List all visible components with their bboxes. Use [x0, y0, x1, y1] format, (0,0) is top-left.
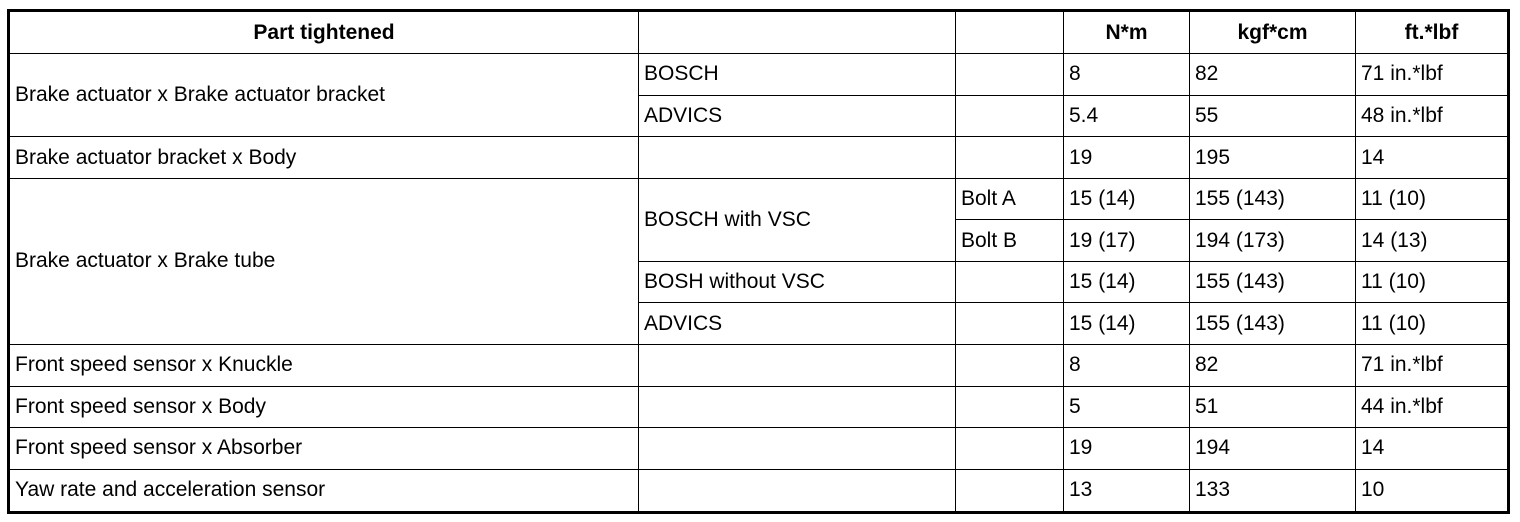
header-ftlbf: ft.*lbf — [1356, 11, 1509, 54]
variant-cell — [639, 137, 956, 179]
kgfcm-cell: 195 — [1190, 137, 1356, 179]
table-row — [9, 54, 1509, 96]
bolt-cell — [956, 469, 1064, 512]
bolt-cell — [956, 303, 1064, 345]
ftlbf-cell: 10 — [1356, 469, 1509, 512]
nm-cell: 5 — [1064, 386, 1190, 428]
nm-cell: 15 (14) — [1064, 303, 1190, 345]
variant-cell — [639, 428, 956, 470]
bolt-cell — [956, 54, 1064, 96]
kgfcm-cell: 155 (143) — [1190, 303, 1356, 345]
variant-cell: ADVICS — [639, 95, 956, 137]
part-cell: Front speed sensor x Absorber — [9, 428, 639, 470]
header-blank — [639, 11, 956, 54]
bolt-cell: Bolt B — [956, 220, 1064, 262]
table-row — [9, 345, 1509, 387]
kgfcm-cell: 155 (143) — [1190, 178, 1356, 220]
part-cell: Brake actuator x Brake actuator bracket — [9, 54, 639, 137]
ftlbf-cell: 14 (13) — [1356, 220, 1509, 262]
table-row — [9, 428, 1509, 470]
kgfcm-cell: 82 — [1190, 345, 1356, 387]
variant-cell: BOSCH with VSC — [639, 178, 956, 261]
ftlbf-cell: 11 (10) — [1356, 178, 1509, 220]
nm-cell: 19 — [1064, 137, 1190, 179]
variant-cell: ADVICS — [639, 303, 956, 345]
nm-cell: 19 — [1064, 428, 1190, 470]
header-kgfcm: kgf*cm — [1190, 11, 1356, 54]
variant-cell — [639, 469, 956, 512]
ftlbf-cell: 71 in.*lbf — [1356, 54, 1509, 96]
bolt-cell — [956, 261, 1064, 303]
kgfcm-cell: 194 — [1190, 428, 1356, 470]
nm-cell: 13 — [1064, 469, 1190, 512]
kgfcm-cell: 133 — [1190, 469, 1356, 512]
ftlbf-cell: 11 (10) — [1356, 303, 1509, 345]
header-row — [9, 11, 1509, 54]
ftlbf-cell: 14 — [1356, 137, 1509, 179]
table-row — [9, 178, 1509, 220]
nm-cell: 8 — [1064, 54, 1190, 96]
table-row — [9, 137, 1509, 179]
part-cell: Yaw rate and acceleration sensor — [9, 469, 639, 512]
ftlbf-cell: 48 in.*lbf — [1356, 95, 1509, 137]
kgfcm-cell: 194 (173) — [1190, 220, 1356, 262]
header-part-tightened: Part tightened — [9, 11, 639, 54]
nm-cell: 8 — [1064, 345, 1190, 387]
bolt-cell: Bolt A — [956, 178, 1064, 220]
bolt-cell — [956, 345, 1064, 387]
kgfcm-cell: 82 — [1190, 54, 1356, 96]
variant-cell: BOSH without VSC — [639, 261, 956, 303]
torque-spec-table — [7, 9, 1510, 514]
table-row — [9, 386, 1509, 428]
bolt-cell — [956, 95, 1064, 137]
nm-cell: 15 (14) — [1064, 178, 1190, 220]
bolt-cell — [956, 386, 1064, 428]
kgfcm-cell: 51 — [1190, 386, 1356, 428]
nm-cell: 15 (14) — [1064, 261, 1190, 303]
part-cell: Front speed sensor x Body — [9, 386, 639, 428]
nm-cell: 19 (17) — [1064, 220, 1190, 262]
part-cell: Brake actuator x Brake tube — [9, 178, 639, 344]
bolt-cell — [956, 428, 1064, 470]
variant-cell — [639, 345, 956, 387]
table-row — [9, 469, 1509, 512]
ftlbf-cell: 11 (10) — [1356, 261, 1509, 303]
kgfcm-cell: 155 (143) — [1190, 261, 1356, 303]
variant-cell — [639, 386, 956, 428]
variant-cell: BOSCH — [639, 54, 956, 96]
nm-cell: 5.4 — [1064, 95, 1190, 137]
header-nm: N*m — [1064, 11, 1190, 54]
ftlbf-cell: 14 — [1356, 428, 1509, 470]
header-blank — [956, 11, 1064, 54]
ftlbf-cell: 44 in.*lbf — [1356, 386, 1509, 428]
part-cell: Brake actuator bracket x Body — [9, 137, 639, 179]
part-cell: Front speed sensor x Knuckle — [9, 345, 639, 387]
bolt-cell — [956, 137, 1064, 179]
ftlbf-cell: 71 in.*lbf — [1356, 345, 1509, 387]
kgfcm-cell: 55 — [1190, 95, 1356, 137]
